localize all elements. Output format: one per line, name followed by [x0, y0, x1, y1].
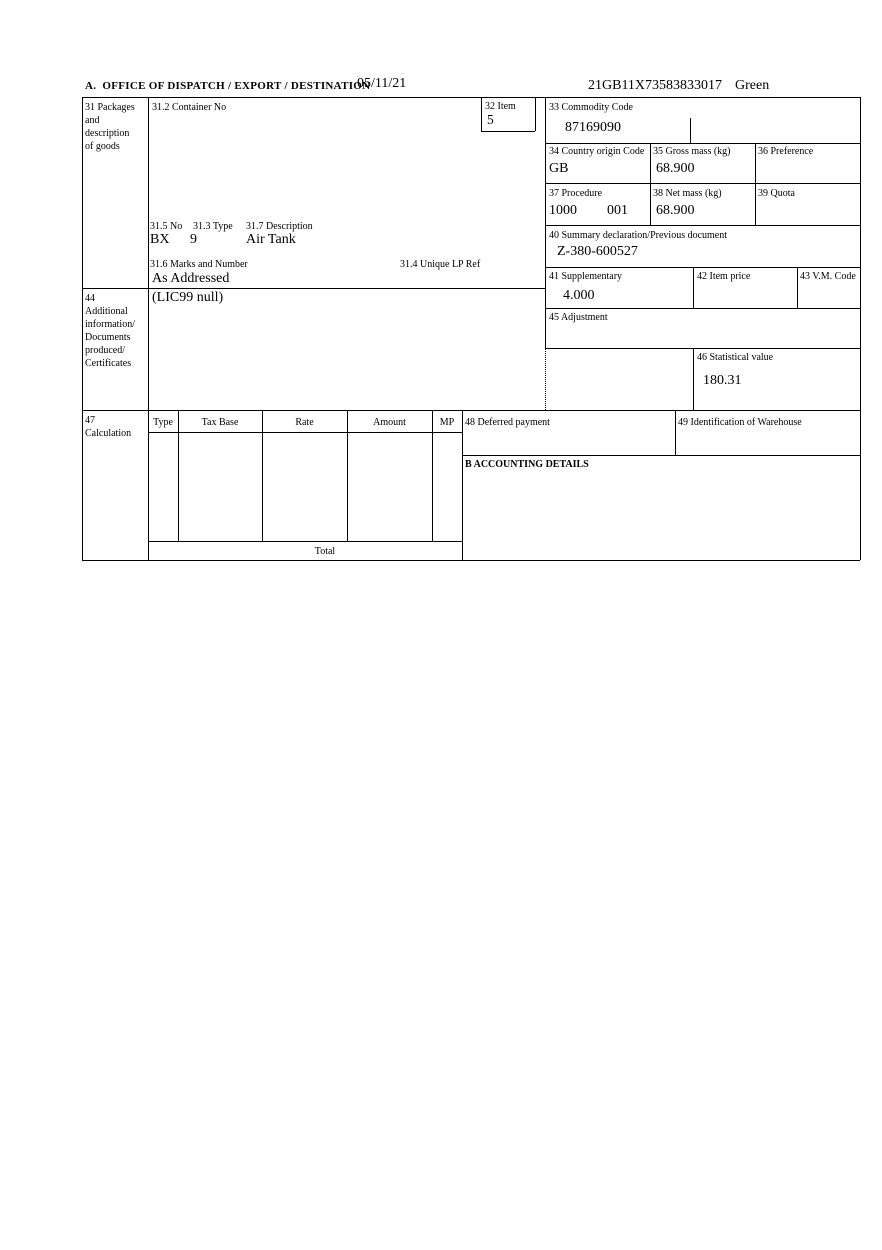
box31-5-no-value: BX	[150, 232, 170, 247]
box47-label: 47 Calculation	[85, 415, 132, 439]
divider-line	[178, 410, 179, 541]
routing-status: Green	[735, 78, 770, 93]
box35-gross-mass-value: 68.900	[656, 161, 695, 176]
calc-col-tax-base: Tax Base	[201, 417, 239, 428]
box44-label: 44 Additional information/ Documents produced/ Certificates	[85, 293, 135, 369]
divider-line	[545, 97, 546, 348]
box33-commodity-value: 87169090	[565, 120, 621, 135]
box31-6-marks-label: 31.6 Marks and Number	[150, 259, 248, 270]
divider-line	[860, 97, 861, 560]
calc-total-label: Total	[314, 546, 336, 557]
box32-item-label: 32 Item	[485, 101, 516, 112]
divider-line	[82, 97, 860, 98]
box49-warehouse-label: 49 Identification of Warehouse	[678, 417, 802, 428]
box42-item-price-label: 42 Item price	[697, 271, 751, 282]
box32-item-value: 5	[487, 112, 494, 127]
divider-line	[82, 97, 83, 560]
declaration-date: 05/11/21	[357, 76, 407, 91]
box38-net-mass-value: 68.900	[656, 203, 695, 218]
calc-col-mp: MP	[439, 417, 455, 428]
box41-supplementary-label: 41 Supplementary	[549, 271, 623, 282]
box37-procedure-label: 37 Procedure	[549, 188, 603, 199]
box35-gross-mass-label: 35 Gross mass (kg)	[653, 146, 731, 157]
divider-line	[481, 97, 482, 131]
divider-line	[82, 288, 545, 289]
calc-col-amount: Amount	[373, 417, 406, 428]
box41-supplementary-value: 4.000	[563, 288, 595, 303]
box31-7-description-value: Air Tank	[246, 232, 296, 247]
box34-origin-label: 34 Country origin Code	[549, 146, 645, 157]
divider-line	[693, 348, 694, 410]
divider-line	[545, 267, 860, 268]
calc-col-type: Type	[153, 417, 173, 428]
box44-value: (LIC99 null)	[152, 290, 224, 305]
divider-line	[545, 308, 860, 309]
box40-summary-declaration-label: 40 Summary declaration/Previous document	[549, 230, 728, 241]
divider-line	[693, 267, 694, 308]
box31-label: 31 Packages and description of goods	[85, 102, 135, 152]
box48-deferred-payment-label: 48 Deferred payment	[465, 417, 550, 428]
divider-line	[462, 455, 860, 456]
divider-line	[650, 143, 651, 225]
box34-origin-value: GB	[549, 161, 569, 176]
divider-line	[535, 97, 536, 131]
divider-line	[82, 560, 860, 561]
divider-line	[545, 143, 860, 144]
divider-line	[432, 410, 433, 541]
commodity-code-tick-line	[690, 118, 691, 143]
divider-line	[148, 97, 149, 560]
divider-line	[755, 143, 756, 225]
box38-net-mass-label: 38 Net mass (kg)	[653, 188, 722, 199]
box31-3-type-value: 9	[190, 232, 197, 247]
box37-procedure-value-1: 1000	[549, 203, 577, 218]
divider-line	[347, 410, 348, 541]
box46-statistical-value-label: 46 Statistical value	[697, 352, 774, 363]
box31-6-marks-value: As Addressed	[152, 271, 230, 286]
divider-line	[148, 541, 462, 542]
box43-vm-code-label: 43 V.M. Code	[800, 271, 856, 282]
divider-line	[82, 410, 860, 411]
box45-adjustment-label: 45 Adjustment	[549, 312, 608, 323]
divider-line	[545, 225, 860, 226]
box31-7-description-label: 31.7 Description	[246, 221, 313, 232]
divider-line	[797, 267, 798, 308]
box37-procedure-value-2: 001	[607, 203, 628, 218]
box40-summary-declaration-value: Z-380-600527	[557, 244, 638, 259]
box31-4-lp-ref-label: 31.4 Unique LP Ref	[400, 259, 481, 270]
divider-line	[545, 348, 860, 349]
office-of-dispatch-label: A. OFFICE OF DISPATCH / EXPORT / DESTINATION	[85, 80, 371, 92]
box39-quota-label: 39 Quota	[758, 188, 795, 199]
dotted-divider-line	[545, 348, 546, 410]
divider-line	[262, 410, 263, 541]
accounting-details-label: B ACCOUNTING DETAILS	[465, 459, 589, 470]
box46-statistical-value: 180.31	[703, 373, 742, 388]
box31-3-type-label: 31.3 Type	[193, 221, 233, 232]
divider-line	[148, 432, 462, 433]
box31-5-no-label: 31.5 No	[150, 221, 183, 232]
divider-line	[545, 183, 860, 184]
declaration-reference: 21GB11X73583833017	[588, 78, 723, 93]
box33-commodity-label: 33 Commodity Code	[549, 102, 633, 113]
divider-line	[462, 410, 463, 560]
divider-line	[481, 131, 535, 132]
calc-col-rate: Rate	[295, 417, 314, 428]
box31-2-container-label: 31.2 Container No	[152, 102, 227, 113]
divider-line	[675, 410, 676, 455]
box36-preference-label: 36 Preference	[758, 146, 814, 157]
